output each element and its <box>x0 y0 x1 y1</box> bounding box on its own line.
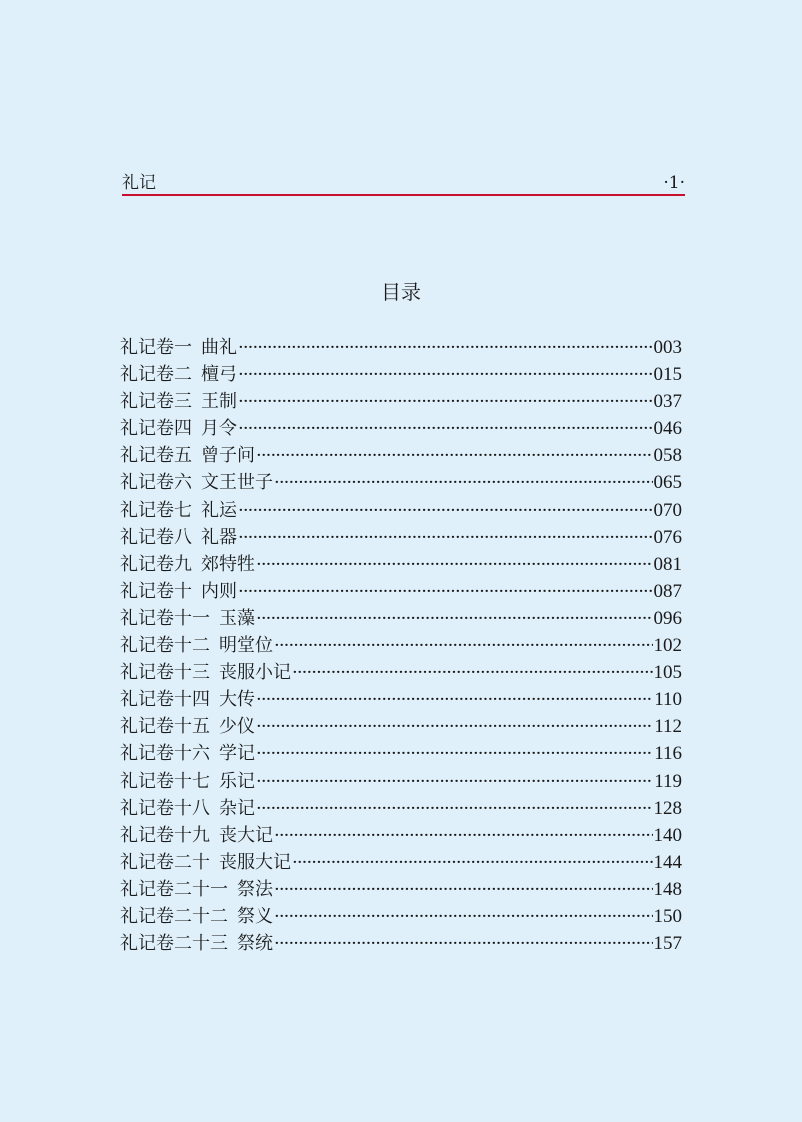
toc-entry-volume: 礼记卷十五 <box>120 716 210 738</box>
toc-entry-chapter: 玉藻 <box>219 607 255 629</box>
toc-entry-label <box>120 578 237 605</box>
toc-entry-label <box>120 849 291 876</box>
toc-dot-leader <box>256 605 653 632</box>
toc-entry-chapter: 学记 <box>219 743 255 765</box>
toc-entry-label <box>120 524 237 551</box>
toc-entry[interactable] <box>120 361 682 388</box>
toc-entry-label <box>120 469 273 496</box>
toc-entry-label <box>120 740 255 767</box>
toc-entry[interactable] <box>120 578 682 605</box>
toc-entry[interactable] <box>120 713 682 740</box>
toc-entry-page-number: 116 <box>654 743 682 765</box>
toc-entry-page-number: 144 <box>653 851 682 873</box>
toc-dot-leader <box>256 551 653 578</box>
toc-entry[interactable] <box>120 768 682 795</box>
toc-entry-volume: 礼记卷一 <box>120 337 192 358</box>
toc-dot-leader <box>274 822 653 849</box>
toc-entry-volume: 礼记卷二十二 <box>120 905 228 927</box>
header-title: 礼记 <box>122 173 156 193</box>
toc-entry[interactable] <box>120 334 682 361</box>
toc-dot-leader <box>238 334 653 361</box>
toc-entry[interactable] <box>120 876 682 903</box>
toc-entry-label <box>120 605 255 632</box>
toc-entry-page-number: 037 <box>653 391 682 413</box>
toc-entry-label <box>120 659 291 686</box>
toc-entry-label <box>120 903 273 930</box>
toc-entry-label <box>120 686 255 713</box>
toc-entry-label <box>120 822 273 849</box>
toc-entry-page-number: 150 <box>653 905 682 927</box>
toc-dot-leader <box>274 632 653 659</box>
toc-entry-chapter: 曾子问 <box>201 445 255 467</box>
toc-entry-volume: 礼记卷二十一 <box>120 878 228 900</box>
toc-entry-chapter: 郊特牲 <box>201 553 255 575</box>
toc-dot-leader <box>238 415 653 442</box>
toc-entry-volume: 礼记卷九 <box>120 553 192 575</box>
toc-entry-volume: 礼记卷五 <box>120 445 192 467</box>
toc-entry-label <box>120 388 237 415</box>
toc-entry-label <box>120 361 237 388</box>
toc-entry-chapter: 丧大记 <box>219 824 273 846</box>
toc-entry-volume: 礼记卷十六 <box>120 743 210 765</box>
toc-entry-chapter: 乐记 <box>219 770 255 792</box>
toc-entry-volume: 礼记卷二十三 <box>120 933 228 955</box>
toc-entry-chapter: 檀弓 <box>201 364 237 386</box>
toc-entry-chapter: 杂记 <box>219 797 255 819</box>
toc-dot-leader <box>274 469 653 496</box>
toc-entry[interactable] <box>120 686 682 713</box>
toc-entry-chapter: 内则 <box>201 580 237 602</box>
toc-entry[interactable] <box>120 605 682 632</box>
toc-entry-chapter: 王制 <box>201 391 237 413</box>
toc-dot-leader <box>238 578 653 605</box>
toc-entry-page-number: 148 <box>653 878 682 900</box>
toc-entry-page-number: 128 <box>653 797 682 819</box>
toc-dot-leader <box>274 876 653 903</box>
toc-dot-leader <box>238 497 653 524</box>
toc-entry[interactable] <box>120 632 682 659</box>
toc-entry-volume: 礼记卷十二 <box>120 635 210 657</box>
toc-entry-label <box>120 551 255 578</box>
toc-entry-volume: 礼记卷十四 <box>120 689 210 711</box>
toc-entry-label <box>120 497 237 524</box>
toc-entry[interactable] <box>120 524 682 551</box>
toc-entry-page-number: 015 <box>653 364 682 386</box>
toc-entry-chapter: 少仪 <box>219 716 255 738</box>
toc-entry-label <box>120 768 255 795</box>
toc-entry-chapter: 曲礼 <box>201 337 237 358</box>
toc-dot-leader <box>274 930 653 957</box>
toc-entry-page-number: 105 <box>653 662 682 684</box>
toc-entry-volume: 礼记卷十七 <box>120 770 210 792</box>
toc-entry-page-number: 140 <box>653 824 682 846</box>
toc-entry-label <box>120 713 255 740</box>
running-header <box>122 172 685 196</box>
toc-entry[interactable] <box>120 930 682 957</box>
toc-entry-page-number: 076 <box>653 526 682 548</box>
toc-dot-leader <box>256 686 653 713</box>
toc-entry-volume: 礼记卷二十 <box>120 851 210 873</box>
toc-entry-label <box>120 632 273 659</box>
toc-entry-page-number: 157 <box>653 933 682 955</box>
toc-entry-page-number: 058 <box>653 445 682 467</box>
toc-dot-leader <box>238 388 653 415</box>
toc-entry-chapter: 文王世子 <box>201 472 273 494</box>
toc-entry[interactable] <box>120 822 682 849</box>
toc-entry-page-number: 003 <box>653 337 682 358</box>
toc-dot-leader <box>256 795 653 822</box>
toc-entry-page-number: 081 <box>653 553 682 575</box>
toc-entry-volume: 礼记卷十三 <box>120 662 210 684</box>
toc-entry[interactable] <box>120 469 682 496</box>
toc-entry-page-number: 046 <box>653 418 682 440</box>
toc-entry[interactable] <box>120 740 682 767</box>
toc-dot-leader <box>256 713 653 740</box>
toc-dot-leader <box>238 524 653 551</box>
toc-entry-chapter: 明堂位 <box>219 635 273 657</box>
toc-entry-volume: 礼记卷八 <box>120 526 192 548</box>
toc-entry-chapter: 祭法 <box>237 878 273 900</box>
table-of-contents <box>120 334 682 957</box>
toc-entry[interactable] <box>120 497 682 524</box>
toc-entry-volume: 礼记卷二 <box>120 364 192 386</box>
toc-dot-leader <box>274 903 653 930</box>
toc-entry-page-number: 065 <box>653 472 682 494</box>
toc-entry-label <box>120 876 273 903</box>
toc-entry-chapter: 礼运 <box>201 499 237 521</box>
toc-entry[interactable] <box>120 903 682 930</box>
toc-entry-volume: 礼记卷六 <box>120 472 192 494</box>
toc-entry-volume: 礼记卷三 <box>120 391 192 413</box>
toc-dot-leader <box>292 849 653 876</box>
toc-entry-chapter: 祭义 <box>237 905 273 927</box>
toc-entry-page-number: 119 <box>654 770 682 792</box>
toc-entry-label <box>120 334 237 361</box>
toc-dot-leader <box>238 361 653 388</box>
toc-dot-leader <box>256 740 653 767</box>
toc-entry-label <box>120 795 255 822</box>
toc-entry[interactable] <box>120 551 682 578</box>
toc-entry-page-number: 110 <box>654 689 682 711</box>
toc-entry[interactable] <box>120 442 682 469</box>
toc-entry-chapter: 礼器 <box>201 526 237 548</box>
toc-entry[interactable] <box>120 795 682 822</box>
toc-entry-page-number: 112 <box>654 716 682 738</box>
toc-entry[interactable] <box>120 415 682 442</box>
toc-entry[interactable] <box>120 659 682 686</box>
toc-dot-leader <box>292 659 653 686</box>
toc-entry-page-number: 087 <box>653 580 682 602</box>
toc-dot-leader <box>256 442 653 469</box>
toc-entry-page-number: 070 <box>653 499 682 521</box>
toc-entry-chapter: 丧服大记 <box>219 851 291 873</box>
toc-entry-volume: 礼记卷四 <box>120 418 192 440</box>
toc-entry-chapter: 丧服小记 <box>219 662 291 684</box>
toc-entry[interactable] <box>120 849 682 876</box>
toc-entry-volume: 礼记卷七 <box>120 499 192 521</box>
toc-entry-chapter: 大传 <box>219 689 255 711</box>
toc-dot-leader <box>256 768 653 795</box>
toc-entry-volume: 礼记卷十 <box>120 580 192 602</box>
toc-entry-label <box>120 930 273 957</box>
toc-entry-chapter: 月令 <box>201 418 237 440</box>
toc-entry-volume: 礼记卷十一 <box>120 607 210 629</box>
toc-entry[interactable] <box>120 388 682 415</box>
toc-heading: 目录 <box>381 280 421 304</box>
toc-entry-label <box>120 415 237 442</box>
toc-entry-label <box>120 442 255 469</box>
toc-entry-volume: 礼记卷十八 <box>120 797 210 819</box>
toc-entry-page-number: 102 <box>653 635 682 657</box>
toc-entry-chapter: 祭统 <box>237 933 273 955</box>
toc-entry-page-number: 096 <box>653 607 682 629</box>
header-page-number: ·1· <box>663 173 685 193</box>
toc-entry-volume: 礼记卷十九 <box>120 824 210 846</box>
